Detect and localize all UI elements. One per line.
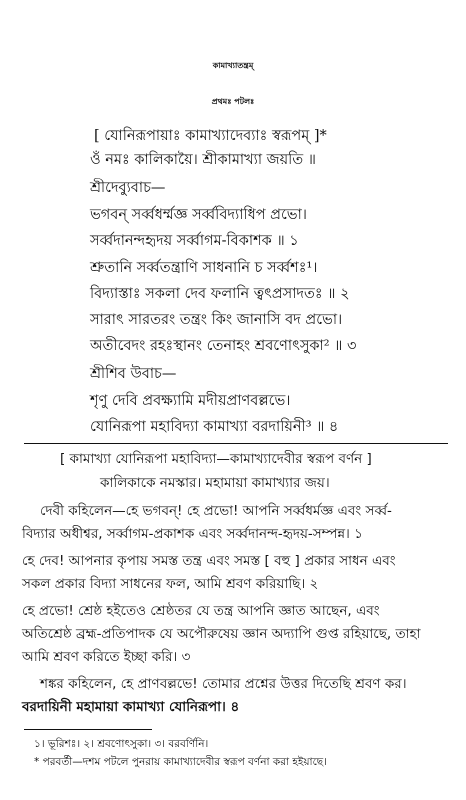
bengali-bracket-heading: [ কামাখ্যা যোনিরূপা মহাবিদ্যা—কামাখ্যাদেবীর স্বরূপ বর্ণন ] <box>60 451 372 467</box>
paragraph-line: আমি শ্রবণ করিতে ইচ্ছা করি। ৩ <box>22 649 191 665</box>
sanskrit-bracket-heading: [ যোনিরূপায়াঃ কামাখ্যাদেব্যাঃ স্বরূপম্ ]* <box>94 128 327 144</box>
speaker-shiva: শ্রীশিব উবাচ— <box>90 366 177 382</box>
verse-line: সর্ব্বদানন্দহৃদয় সর্ব্বাগম-বিকাশক ॥ ১ <box>90 233 299 249</box>
footnote-variants: ১। ভূরিশঃ। ২। শ্রবণোৎসুকা। ৩। বরবর্ণিনি। <box>34 738 209 750</box>
salutation-line: কালিকাকে নমস্কার। মহামায়া কামাখ্যার জয়। <box>100 475 330 491</box>
paragraph-line: হে প্রভো! শ্রেষ্ঠ হইতেও শ্রেষ্ঠতর যে তন্ত্র আপনি জ্ঞাত আছেন, এবং <box>22 603 380 619</box>
page-title: কামাখ্যাতন্ত্রম্ <box>212 61 254 70</box>
verse-line: শৃণু দেবি প্রবক্ষ্যামি মদীয়প্রাণবল্লভে। <box>90 393 291 409</box>
section-divider <box>24 443 448 444</box>
verse-line: অতীবেদং রহঃস্থানং তেনাহং শ্রবণোৎসুকা² ॥ ৩ <box>90 338 357 354</box>
paragraph-line: অতিশ্রেষ্ঠ ব্রহ্ম-প্রতিপাদক যে অপৌরুষেয় জ্ঞান অদ্যাপি গুপ্ত রহিয়াছে, তাহা <box>22 626 421 642</box>
paragraph-line: বরদায়িনী মহামায়া কামাখ্যা যোনিরূপা। ৪ <box>22 699 240 715</box>
verse-line: যোনিরূপা মহাবিদ্যা কামাখ্যা বরদায়িনী³ ॥ ৪ <box>90 419 339 435</box>
paragraph-line: দেবী কহিলেন—হে ভগবন্! হে প্রভো! আপনি সর্ব্বধর্মজ্ঞ এবং সর্ব্ব- <box>40 503 392 519</box>
paragraph-line: সকল প্রকার বিদ্যা সাধনের ফল, আমি শ্রবণ করিয়াছি। ২ <box>22 576 319 592</box>
verse-line: বিদ্যাস্তাঃ সকলা দেব ফলানি ত্বৎপ্রসাদতঃ ॥ ২ <box>90 286 350 302</box>
invocation-line: ওঁ নমঃ কালিকায়ৈ। শ্রীকামাখ্যা জয়তি ॥ <box>90 152 316 168</box>
paragraph-line: হে দেব! আপনার কৃপায় সমস্ত তন্ত্র এবং সমস্ত [ বহু ] প্রকার সাধন এবং <box>22 553 396 569</box>
verse-line: সারাৎ সারতরং তন্ত্রং কিং জানাসি বদ প্রভো। <box>90 312 343 328</box>
verse-line: শ্রুতানি সর্ব্বতন্ত্রাণি সাধনানি চ সর্ব্বশঃ¹। <box>90 260 318 276</box>
speaker-devi: শ্রীদেব্যুবাচ— <box>90 180 166 196</box>
verse-line: ভগবন্ সর্ব্বধর্ম্মজ্ঞ সর্ব্ববিদ্যাধিপ প্রভো। <box>90 207 307 223</box>
footnote-divider <box>24 729 152 730</box>
chapter-heading: প্রথমঃ পটলঃ <box>211 97 255 106</box>
paragraph-line: বিদ্যার অধীশ্বর, সর্ব্বাগম-প্রকাশক এবং সর্ব্বদানন্দ-হৃদয়-সম্পন্ন। ১ <box>22 526 363 542</box>
paragraph-line: শঙ্কর কহিলেন, হে প্রাণবল্লভে! তোমার প্রশ্নের উত্তর দিতেছি শ্রবণ কর। <box>40 676 407 692</box>
footnote-note: * পরবর্তী—দশম পটলে পুনরায় কামাখ্যাদেবীর স্বরূপ বর্ণনা করা হইয়াছে। <box>34 756 327 768</box>
